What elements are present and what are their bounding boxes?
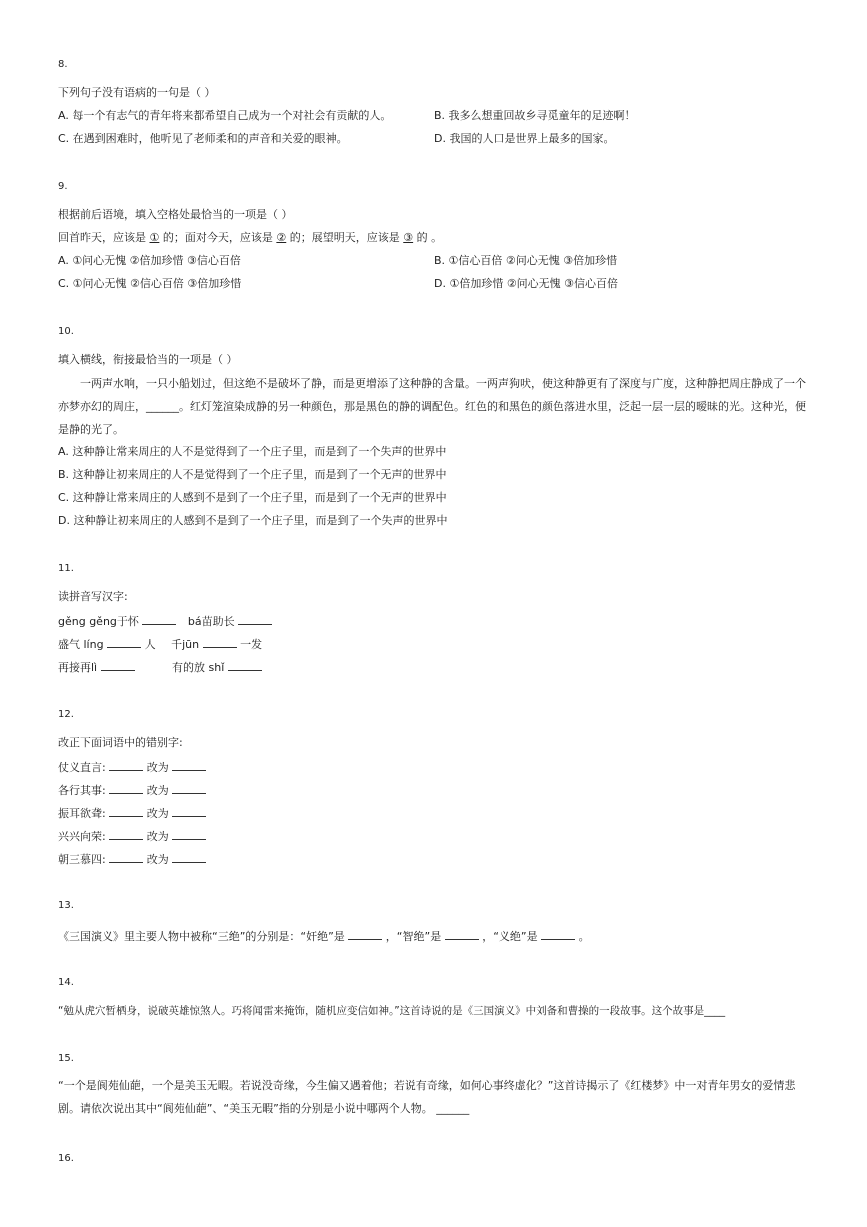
q14-text — [58, 1004, 725, 1018]
q12-row-5 — [58, 851, 206, 867]
q12-word-5: 朝三慕四: — [58, 853, 106, 866]
q8-option-a[interactable]: A. 每一个有志气的青年将来都希望自己成为一个对社会有贡献的人。 — [58, 109, 392, 122]
q11-item-2: bá苗助长 — [187, 615, 235, 628]
q13-answer-blank-2[interactable] — [445, 928, 479, 940]
q12-change-label-2: 改为 — [146, 784, 169, 797]
q12-correct-char-blank-3[interactable] — [172, 805, 206, 817]
q11-item-3-tail: 人 — [144, 638, 156, 651]
q11-row-1 — [58, 613, 272, 629]
q11-number: 11. — [58, 563, 74, 574]
q14-number: 14. — [58, 977, 74, 988]
q10-number: 10. — [58, 326, 74, 337]
q10-passage-blank: ______ — [146, 400, 179, 413]
q15-number: 15. — [58, 1053, 74, 1064]
q9-option-c[interactable]: C. ①问心无愧 ②信心百倍 ③倍加珍惜 — [58, 277, 242, 290]
q11-row-3-right — [172, 659, 262, 675]
q13-text-part1: 《三国演义》里主要人物中被称“三绝”的分别是：“奸绝”是 — [58, 930, 345, 943]
q11-answer-blank-2[interactable] — [238, 613, 272, 625]
q11-row-2 — [58, 636, 262, 652]
q8-number: 8. — [58, 59, 68, 70]
q9-number: 9. — [58, 181, 68, 192]
q15-text-body: “一个是阆苑仙葩，一个是美玉无暇。若说没奇缘，今生偏又遇着他；若说有奇缘，如何心事终虚化？”这首诗揭示了《红楼梦》中一对青年男女的爱情悲剧。请依次说出其中“阆苑仙葩”、“美玉无暇”指的分别是小说中哪两个人物。 — [58, 1079, 796, 1115]
q12-row-3 — [58, 805, 206, 821]
q11-item-4: 千jūn — [171, 638, 200, 651]
q11-stem: 读拼音写汉字: — [58, 590, 128, 603]
q12-word-1: 仗义直言: — [58, 761, 106, 774]
q12-change-label-1: 改为 — [146, 761, 169, 774]
q12-change-label-4: 改为 — [146, 830, 169, 843]
q12-change-label-5: 改为 — [146, 853, 169, 866]
q9-context-part3: 的；展望明天，应该是 — [289, 231, 400, 244]
q9-context-part4: 的 。 — [416, 231, 443, 244]
q9-context-part1: 回首昨天，应该是 — [58, 231, 146, 244]
q10-option-a[interactable]: A. 这种静让常来周庄的人不是觉得到了一个庄子里，而是到了一个失声的世界中 — [58, 445, 447, 458]
q11-answer-blank-1[interactable] — [142, 613, 176, 625]
q12-correct-char-blank-2[interactable] — [172, 782, 206, 794]
q11-item-1: gěng gěng于怀 — [58, 615, 139, 628]
q12-row-4 — [58, 828, 206, 844]
q12-correct-char-blank-5[interactable] — [172, 851, 206, 863]
q12-word-4: 兴兴向荣: — [58, 830, 106, 843]
q8-option-b[interactable]: B. 我多么想重回故乡寻觅童年的足迹啊！ — [434, 109, 636, 122]
q10-option-c[interactable]: C. 这种静让常来周庄的人感到不是到了一个庄子里，而是到了一个无声的世界中 — [58, 491, 447, 504]
q8-stem: 下列句子没有语病的一句是（ ） — [58, 86, 216, 99]
q9-option-b[interactable]: B. ①信心百倍 ②问心无愧 ③倍加珍惜 — [434, 254, 618, 267]
q12-wrong-char-blank-1[interactable] — [109, 759, 143, 771]
q14-text-body: “勉从虎穴暂栖身，说破英雄惊煞人。巧将闻雷来掩饰，随机应变信如神。”这首诗说的是《三国演义》中刘备和曹操的一段故事。这个故事是 — [58, 1005, 705, 1017]
q11-answer-blank-6[interactable] — [228, 659, 262, 671]
q12-word-3: 振耳欲聋: — [58, 807, 106, 820]
q9-option-a[interactable]: A. ①问心无愧 ②倍加珍惜 ③信心百倍 — [58, 254, 241, 267]
q13-number: 13. — [58, 900, 74, 911]
q10-option-d[interactable]: D. 这种静让初来周庄的人感到不是到了一个庄子里，而是到了一个失声的世界中 — [58, 514, 448, 527]
q13-text — [58, 928, 590, 944]
q14-answer-blank[interactable]: ____ — [704, 1005, 726, 1017]
q12-wrong-char-blank-4[interactable] — [109, 828, 143, 840]
q10-passage — [58, 372, 806, 441]
q10-passage-part1: 一两声水响，一只小船划过，但这绝不是破坏了静，而是更增添了这种静的含量。一两声狗吠，使这种静更有了深度与广度，这种静把周庄静成了一个亦梦亦幻的周庄， — [58, 377, 806, 413]
q12-change-label-3: 改为 — [146, 807, 169, 820]
q12-correct-char-blank-4[interactable] — [172, 828, 206, 840]
q12-wrong-char-blank-5[interactable] — [109, 851, 143, 863]
q12-wrong-char-blank-3[interactable] — [109, 805, 143, 817]
q12-row-2 — [58, 782, 206, 798]
q11-answer-blank-4[interactable] — [203, 636, 237, 648]
q15-answer-blank[interactable]: ______ — [436, 1102, 470, 1115]
q11-item-5: 再接再lì — [58, 661, 98, 674]
q13-text-part4: 。 — [578, 930, 590, 943]
q13-answer-blank-1[interactable] — [348, 928, 382, 940]
q11-row-3-left — [58, 659, 135, 675]
q12-word-2: 各行其事: — [58, 784, 106, 797]
q10-passage-part2: 。红灯笼渲染成静的另一种颜色，那是黑色的静的调配色。红色的和黑色的颜色落进水里，泛起一层一层的暧昧的光。这种光，便是静的光了。 — [58, 400, 806, 436]
q12-wrong-char-blank-2[interactable] — [109, 782, 143, 794]
q10-option-b[interactable]: B. 这种静让初来周庄的人不是觉得到了一个庄子里，而是到了一个无声的世界中 — [58, 468, 447, 481]
q12-stem: 改正下面词语中的错别字: — [58, 736, 183, 749]
q13-text-part3: ，“义绝”是 — [482, 930, 538, 943]
q13-answer-blank-3[interactable] — [541, 928, 575, 940]
q13-text-part2: ，“智绝”是 — [385, 930, 442, 943]
q9-stem: 根据前后语境，填入空格处最恰当的一项是（ ） — [58, 208, 293, 221]
q11-answer-blank-3[interactable] — [107, 636, 141, 648]
q11-item-3: 盛气 líng — [58, 638, 104, 651]
q8-option-c[interactable]: C. 在遇到困难时，他听见了老师柔和的声音和关爱的眼神。 — [58, 132, 348, 145]
q11-answer-blank-5[interactable] — [101, 659, 135, 671]
q15-text — [58, 1074, 806, 1120]
q9-blank-marker-1: ① — [149, 231, 160, 244]
q11-item-6: 有的放 shǐ — [172, 661, 225, 674]
q16-number: 16. — [58, 1153, 74, 1164]
q12-row-1 — [58, 759, 206, 775]
q11-item-4-tail: 一发 — [240, 638, 263, 651]
q9-blank-marker-2: ② — [276, 231, 287, 244]
q9-blank-marker-3: ③ — [403, 231, 414, 244]
q9-context-line — [58, 231, 442, 245]
q9-context-part2: 的；面对今天，应该是 — [162, 231, 273, 244]
q9-option-d[interactable]: D. ①倍加珍惜 ②问心无愧 ③信心百倍 — [434, 277, 619, 290]
q12-correct-char-blank-1[interactable] — [172, 759, 206, 771]
q8-option-d[interactable]: D. 我国的人口是世界上最多的国家。 — [434, 132, 615, 145]
q12-number: 12. — [58, 709, 74, 720]
q10-stem: 填入横线，衔接最恰当的一项是（ ） — [58, 353, 238, 366]
